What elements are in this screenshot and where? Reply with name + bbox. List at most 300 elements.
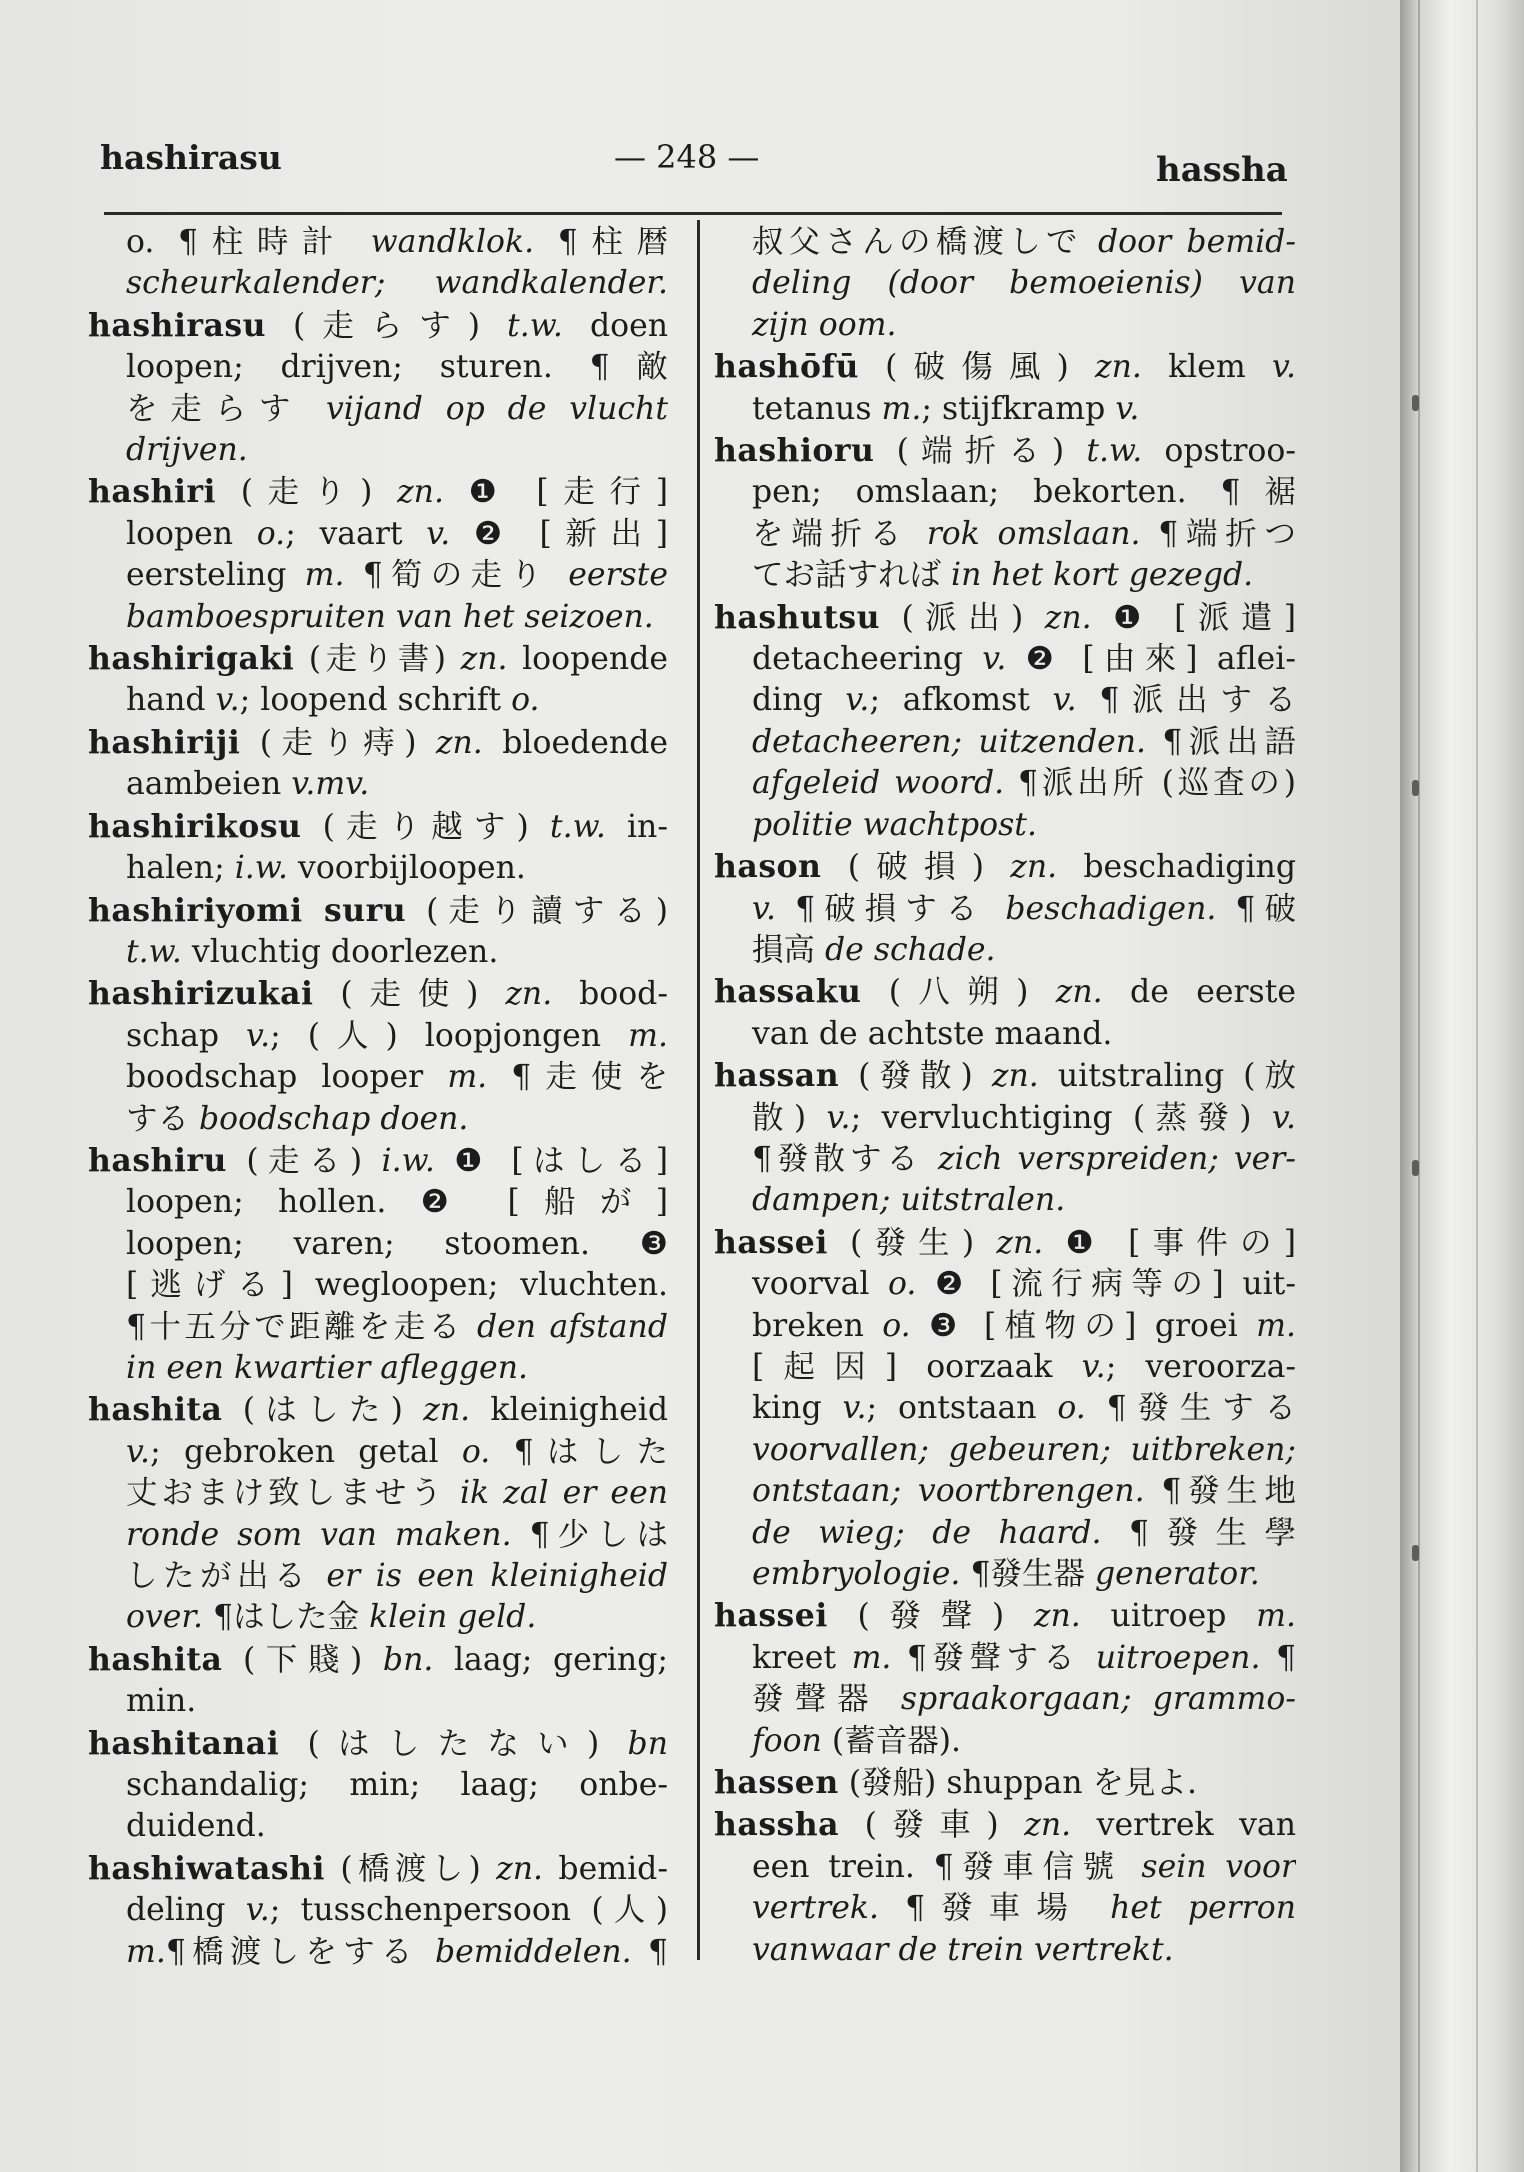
- translation-text: v.: [215, 682, 240, 719]
- translation-text: generator.: [1095, 1556, 1260, 1592]
- translation-text: spraakorgaan; grammo-: [900, 1681, 1296, 1718]
- translation-text: zn.: [397, 474, 444, 511]
- translation-text: i.w.: [381, 1142, 435, 1179]
- entry-text: eersteling: [126, 557, 305, 594]
- entry-text: したが出る: [126, 1558, 327, 1594]
- entry-text: pen; omslaan; bekorten. ¶裾: [752, 474, 1296, 511]
- translation-text: zn.: [1095, 349, 1142, 386]
- entry-line: [88, 1556, 668, 1597]
- entry-text: ; stijfkramp: [921, 390, 1116, 427]
- entry-text: ¶發車場: [878, 1890, 1111, 1927]
- headword: hashioru: [714, 432, 875, 470]
- entry-line: [714, 1430, 1296, 1471]
- entry-text: (走り越す): [301, 808, 550, 845]
- entry-line: [714, 1930, 1296, 1971]
- translation-text: uitroepen.: [1095, 1639, 1261, 1676]
- entry-text: ¶はした: [490, 1433, 668, 1470]
- entry-text: ❸ [植物の] groei: [910, 1307, 1257, 1344]
- translation-text: foon: [752, 1722, 822, 1759]
- page-number: — 248 —: [614, 138, 760, 176]
- entry-text: vertrek van: [1071, 1807, 1296, 1844]
- translation-text: v.: [1052, 682, 1077, 719]
- entry-text: ¶少しは: [511, 1516, 668, 1553]
- translation-text: m.: [1256, 1598, 1296, 1635]
- entry-text: (發散): [839, 1058, 992, 1095]
- entry-line: [88, 347, 668, 388]
- translation-text: rok omslaan.: [926, 515, 1141, 552]
- translation-text: zn.: [423, 1392, 471, 1429]
- translation-text: politie wachtpost.: [752, 806, 1037, 843]
- entry-line: [88, 1473, 668, 1514]
- headword: hassen: [714, 1764, 839, 1802]
- entry-headword-line: [88, 1389, 668, 1431]
- entry-headword-line: [88, 722, 668, 764]
- entry-text: ❷ [新出]: [450, 515, 668, 552]
- headword: hashutsu: [714, 598, 881, 636]
- translation-text: den afstand: [476, 1308, 668, 1345]
- entry-line: [714, 639, 1296, 680]
- entry-headword-line: [714, 1222, 1296, 1264]
- entry-line: [714, 1098, 1296, 1139]
- binding-stitch: [1412, 1545, 1419, 1561]
- translation-text: er is een kleinigheid: [326, 1558, 668, 1594]
- gutter-fold-line: [1418, 0, 1420, 2172]
- entry-text: ¶發聲する: [891, 1639, 1096, 1676]
- translation-text: o.: [882, 1307, 911, 1344]
- entry-text: boodschap looper: [126, 1059, 448, 1096]
- entry-text: opstroo-: [1142, 433, 1296, 470]
- entry-text: ; gebroken getal: [150, 1433, 462, 1470]
- entry-text: (發生): [827, 1224, 997, 1261]
- entry-text: (發船) shuppan を見よ.: [838, 1765, 1198, 1802]
- entry-text: aambeien: [126, 766, 292, 803]
- entry-text: uitroep: [1080, 1598, 1257, 1635]
- entry-text: 叔父さんの橋渡しで: [752, 224, 1099, 260]
- entry-text: bood-: [552, 976, 668, 1013]
- entry-text: ❶ [派遣]: [1091, 599, 1296, 636]
- entry-text: ; vaart: [285, 515, 427, 552]
- binding-stitch: [1412, 780, 1419, 796]
- translation-text: t.w.: [1086, 433, 1143, 470]
- entry-text: o. ¶柱時計: [126, 224, 371, 260]
- entry-line: [88, 1432, 668, 1473]
- translation-text: klein geld.: [369, 1599, 537, 1636]
- entry-line: [88, 1515, 668, 1556]
- headword: hassan: [714, 1057, 840, 1095]
- entry-line: [88, 848, 668, 889]
- entry-text: (派出): [880, 599, 1045, 636]
- translation-text: v.: [1271, 349, 1296, 386]
- translation-text: deling (door bemoeienis) van: [752, 265, 1296, 302]
- entry-text: vluchtig doorlezen.: [181, 933, 499, 970]
- entry-text: king: [752, 1390, 843, 1427]
- entry-headword-line: [88, 890, 668, 932]
- translation-text: embryologie.: [752, 1556, 961, 1592]
- right-column: [714, 222, 1296, 1971]
- entry-text: bemid-: [543, 1850, 668, 1887]
- entry-text: 損高: [752, 931, 826, 968]
- translation-text: bemiddelen.: [434, 1933, 632, 1970]
- headword: hashita: [88, 1640, 223, 1678]
- entry-text: (走り): [215, 474, 398, 511]
- translation-text: v.: [126, 1433, 151, 1470]
- entry-line: [714, 763, 1296, 804]
- entry-text: (走る): [226, 1142, 382, 1179]
- entry-text: ¶破: [1216, 890, 1296, 927]
- entry-text: ; afkomst: [869, 682, 1053, 719]
- entry-line: [714, 1014, 1296, 1055]
- entry-text: deling: [126, 1892, 246, 1929]
- translation-text: scheurkalender; wandkalender.: [126, 265, 668, 302]
- translation-text: ronde som van maken.: [126, 1516, 512, 1553]
- translation-text: zn.: [1033, 1598, 1081, 1635]
- entry-text: ¶端折つ: [1140, 515, 1296, 552]
- entry-text: ¶發生する: [1085, 1390, 1296, 1427]
- entry-headword-line: [88, 1639, 668, 1681]
- translation-text: sein voor: [1141, 1848, 1296, 1885]
- translation-text: zn.: [1055, 974, 1103, 1011]
- entry-text: loopen; varen; stoomen. ❸: [126, 1225, 668, 1262]
- entry-headword-line: [714, 597, 1296, 639]
- translation-text: v.: [982, 641, 1007, 678]
- translation-text: vijand op de vlucht: [326, 390, 668, 427]
- entry-line: [88, 1265, 668, 1306]
- translation-text: zn.: [505, 976, 553, 1013]
- entry-text: ; ontstaan: [866, 1390, 1058, 1427]
- translation-text: v.: [245, 1892, 270, 1929]
- translation-text: i.w.: [234, 850, 289, 887]
- entry-headword-line: [88, 1140, 668, 1182]
- translation-text: zn.: [1010, 849, 1058, 886]
- entry-text: ¶: [631, 1933, 668, 1970]
- entry-line: [714, 263, 1296, 304]
- entry-text: ❷ [流行病等の] uit-: [916, 1266, 1296, 1303]
- entry-text: (走り痔): [240, 724, 436, 761]
- entry-text: de eerste: [1102, 974, 1296, 1011]
- entry-line: [88, 1348, 668, 1389]
- translation-text: v.: [1271, 1099, 1296, 1136]
- entry-text: doen: [562, 307, 668, 344]
- translation-text: bamboespruiten van het seizoen.: [126, 598, 654, 635]
- entry-text: ; (人) loopjongen: [270, 1017, 629, 1054]
- translation-text: v.: [842, 1390, 867, 1427]
- entry-text: schandalig; min; laag; onbe-: [126, 1767, 668, 1804]
- translation-text: m.: [1256, 1307, 1296, 1344]
- translation-text: het perron: [1110, 1890, 1296, 1927]
- entry-headword-line: [714, 1762, 1296, 1804]
- entry-text: (八朔): [861, 974, 1056, 1011]
- left-column: [88, 222, 668, 1973]
- entry-text: 丈おまけ致しませう: [126, 1475, 460, 1512]
- entry-text: ❶ [事件の]: [1043, 1224, 1296, 1261]
- entry-line: [88, 1932, 668, 1973]
- headword: hashita: [88, 1391, 223, 1429]
- translation-text: ik zal er een: [459, 1475, 668, 1512]
- entry-line: [88, 1681, 668, 1722]
- entry-line: [714, 722, 1296, 763]
- entry-text: ❶ [はしる]: [434, 1142, 668, 1179]
- translation-text: afgeleid woord.: [752, 765, 1005, 802]
- entry-text: ¶十五分で距離を走る: [126, 1308, 477, 1345]
- translation-text: zn.: [496, 1850, 544, 1887]
- translation-text: vanwaar de trein vertrekt.: [752, 1931, 1174, 1968]
- translation-text: t.w.: [507, 307, 563, 344]
- translation-text: zn.: [435, 724, 483, 761]
- binding-stitch: [1412, 1160, 1419, 1176]
- translation-text: o.: [511, 682, 540, 719]
- translation-text: zn.: [991, 1058, 1039, 1095]
- translation-text: o.: [888, 1266, 917, 1303]
- entry-text: tetanus: [752, 390, 882, 427]
- entry-text: voorbijloopen.: [288, 850, 526, 887]
- entry-headword-line: [714, 1804, 1296, 1846]
- entry-text: ❷ [由來] aflei-: [1006, 641, 1296, 678]
- entry-text: (破傷風): [858, 349, 1095, 386]
- entry-text: ¶發生學: [1101, 1514, 1296, 1551]
- entry-text: (はした): [222, 1392, 424, 1429]
- entry-text: ¶柱暦: [534, 224, 668, 260]
- entry-line: [714, 1888, 1296, 1929]
- entry-text: bloedende: [482, 724, 668, 761]
- entry-line: [714, 555, 1296, 596]
- entry-text: ¶橋渡しをする: [165, 1933, 435, 1970]
- entry-text: ¶走使を: [487, 1059, 668, 1096]
- translation-text: m.: [851, 1639, 892, 1676]
- entry-line: [88, 1057, 668, 1098]
- translation-text: v.: [1115, 390, 1140, 427]
- translation-text: v.: [426, 515, 451, 552]
- translation-text: wandklok.: [370, 224, 535, 260]
- translation-text: de schade.: [825, 931, 996, 968]
- translation-text: door bemid-: [1098, 224, 1296, 260]
- entry-text: loopen; hollen. ❷ [船が]: [126, 1184, 668, 1221]
- entry-text: loopen: [126, 515, 257, 552]
- headword: hashiwatashi: [88, 1849, 326, 1887]
- entry-line: [88, 263, 668, 304]
- entry-line: [714, 389, 1296, 430]
- entry-text: てお話すれば: [752, 557, 952, 594]
- translation-text: t.w.: [549, 808, 606, 845]
- headword: hashiriji: [88, 723, 241, 761]
- translation-text: v.: [826, 1099, 851, 1136]
- entry-text: een trein. ¶發車信號: [752, 1848, 1142, 1885]
- binding-stitch: [1412, 395, 1419, 411]
- entry-line: [714, 1721, 1296, 1762]
- entry-text: ¶派出語: [1146, 723, 1296, 760]
- entry-text: kleinigheid: [470, 1392, 668, 1429]
- entry-line: [714, 930, 1296, 971]
- entry-headword-line: [88, 973, 668, 1015]
- translation-text: v.: [1081, 1348, 1106, 1385]
- translation-text: zich verspreiden; ver-: [937, 1140, 1296, 1177]
- entry-text: (蓄音器).: [821, 1722, 961, 1759]
- running-head-right: hassha: [1156, 150, 1288, 190]
- column-divider: [697, 220, 700, 1960]
- entry-text: ; loopend schrift: [239, 682, 512, 719]
- translation-text: m.: [126, 1933, 166, 1970]
- entry-headword-line: [88, 305, 668, 347]
- entry-line: [714, 1554, 1296, 1595]
- entry-text: van de achtste maand.: [752, 1015, 1113, 1052]
- translation-text: beschadigen.: [1005, 890, 1217, 927]
- entry-text: (走らす): [266, 307, 508, 344]
- entry-headword-line: [714, 346, 1296, 388]
- headword: hashiru: [88, 1141, 227, 1179]
- entry-text: を端折る: [752, 515, 927, 552]
- entry-line: [88, 389, 668, 430]
- entry-line: [88, 1099, 668, 1140]
- entry-text: ¶: [1260, 1639, 1296, 1676]
- entry-text: する: [126, 1100, 200, 1137]
- headword: hashirikosu: [88, 807, 302, 845]
- entry-text: ¶發散する: [752, 1140, 938, 1177]
- entry-line: [714, 1139, 1296, 1180]
- entry-text: [逃げる] wegloopen; vluchten.: [126, 1267, 668, 1304]
- entry-line: [88, 764, 668, 805]
- entry-headword-line: [714, 1055, 1296, 1097]
- entry-line: [714, 680, 1296, 721]
- entry-line: [714, 805, 1296, 846]
- entry-line: [714, 1847, 1296, 1888]
- entry-line: [88, 1890, 668, 1931]
- entry-text: duidend.: [126, 1808, 266, 1845]
- gutter-page-edge: [1476, 0, 1478, 2172]
- translation-text: v.mv.: [291, 766, 370, 803]
- entry-text: (端折る): [874, 433, 1087, 470]
- entry-text: (破損): [821, 849, 1011, 886]
- entry-text: ; vervluchtiging (蒸發): [850, 1099, 1272, 1136]
- entry-headword-line: [88, 1848, 668, 1890]
- translation-text: m.: [447, 1059, 488, 1096]
- headword: hassaku: [714, 973, 862, 1011]
- headword: hassei: [714, 1223, 828, 1261]
- entry-text: (走り書): [294, 641, 461, 678]
- header-rule: [104, 212, 1282, 215]
- entry-text: detacheering: [752, 641, 983, 678]
- translation-text: in het kort gezegd.: [951, 557, 1254, 594]
- translation-text: t.w.: [126, 933, 182, 970]
- entry-line: [714, 514, 1296, 555]
- entry-text: ¶派出所 (巡査の): [1004, 765, 1296, 802]
- entry-text: laag; gering;: [433, 1641, 668, 1678]
- entry-line: [88, 932, 668, 973]
- translation-text: o.: [1057, 1390, 1086, 1427]
- entry-text: beschadiging: [1057, 849, 1296, 886]
- entry-text: breken: [752, 1307, 883, 1344]
- translation-text: zijn oom.: [752, 306, 897, 343]
- translation-text: drijven.: [126, 432, 248, 469]
- translation-text: v.: [246, 1017, 271, 1054]
- entry-line: [714, 1679, 1296, 1720]
- translation-text: v.: [752, 890, 777, 927]
- entry-text: 發聲器: [752, 1681, 901, 1718]
- entry-line: [88, 1016, 668, 1057]
- entry-text: ❶ [走行]: [443, 474, 668, 511]
- headword: hashiriyomi suru: [88, 891, 407, 929]
- translation-text: ontstaan; voortbrengen.: [752, 1473, 1145, 1510]
- entry-text: ¶筍の走り: [344, 557, 569, 594]
- entry-text: loopen; drijven; sturen. ¶敵: [126, 349, 668, 386]
- entry-line: [714, 1388, 1296, 1429]
- translation-text: m.: [304, 557, 345, 594]
- entry-line: [714, 1513, 1296, 1554]
- entry-text: klem: [1141, 349, 1272, 386]
- headword: hashiri: [88, 473, 216, 511]
- entry-line: [88, 555, 668, 596]
- entry-line: [88, 1806, 668, 1847]
- headword: hashirizukai: [88, 975, 314, 1013]
- entry-line: [88, 597, 668, 638]
- entry-text: 散): [752, 1099, 827, 1136]
- entry-text: ding: [752, 682, 846, 719]
- entry-text: ; tusschenpersoon (人): [269, 1892, 668, 1929]
- translation-text: v.: [845, 682, 870, 719]
- translation-text: detacheeren; uitzenden.: [752, 723, 1147, 760]
- entry-line: [88, 1224, 668, 1265]
- entry-line: [714, 1347, 1296, 1388]
- entry-headword-line: [88, 471, 668, 513]
- entry-headword-line: [88, 638, 668, 680]
- entry-text: (下賤): [222, 1641, 383, 1678]
- translation-text: zn.: [460, 641, 508, 678]
- translation-text: o.: [461, 1433, 491, 1470]
- entry-line: [88, 514, 668, 555]
- entry-headword-line: [88, 1723, 668, 1765]
- entry-text: ¶派出する: [1076, 682, 1296, 719]
- translation-text: eerste: [568, 557, 668, 594]
- translation-text: dampen; uitstralen.: [752, 1182, 1066, 1219]
- translation-text: bn.: [382, 1641, 434, 1678]
- running-head-left: hashirasu: [100, 138, 282, 177]
- entry-line: [88, 1765, 668, 1806]
- entry-text: ¶はした金: [203, 1599, 370, 1636]
- translation-text: zn.: [1024, 1807, 1072, 1844]
- entry-line: [714, 305, 1296, 346]
- entry-text: (橋渡し): [325, 1850, 497, 1887]
- translation-text: zn.: [1044, 599, 1092, 636]
- entry-text: を走らす: [126, 390, 327, 427]
- entry-line: [714, 222, 1296, 263]
- entry-headword-line: [88, 806, 668, 848]
- entry-line: [714, 1180, 1296, 1221]
- entry-text: (走り讀する): [406, 892, 668, 929]
- translation-text: de wieg; de haard.: [752, 1514, 1102, 1551]
- entry-text: [起因] oorzaak: [752, 1348, 1082, 1385]
- entry-text: voorval: [752, 1266, 888, 1303]
- translation-text: over.: [126, 1599, 204, 1636]
- entry-line: [88, 1307, 668, 1348]
- entry-text: ¶發生地: [1144, 1473, 1296, 1510]
- entry-text: kreet: [752, 1639, 852, 1676]
- headword: hassha: [714, 1806, 840, 1844]
- headword: hashirigaki: [88, 640, 295, 678]
- entry-text: ¶破損する: [776, 890, 1006, 927]
- entry-headword-line: [714, 846, 1296, 888]
- entry-text: in-: [605, 808, 668, 845]
- translation-text: voorvallen; gebeuren; uitbreken;: [752, 1431, 1296, 1468]
- translation-text: o.: [256, 515, 286, 552]
- entry-line: [714, 472, 1296, 513]
- entry-line: [714, 1471, 1296, 1512]
- translation-text: bn: [627, 1725, 668, 1762]
- headword: hashōfū: [714, 348, 859, 386]
- entry-text: halen;: [126, 850, 235, 887]
- entry-line: [714, 889, 1296, 930]
- entry-line: [88, 430, 668, 471]
- entry-text: hand: [126, 682, 216, 719]
- translation-text: boodschap doen.: [199, 1100, 469, 1137]
- translation-text: m.: [881, 390, 922, 427]
